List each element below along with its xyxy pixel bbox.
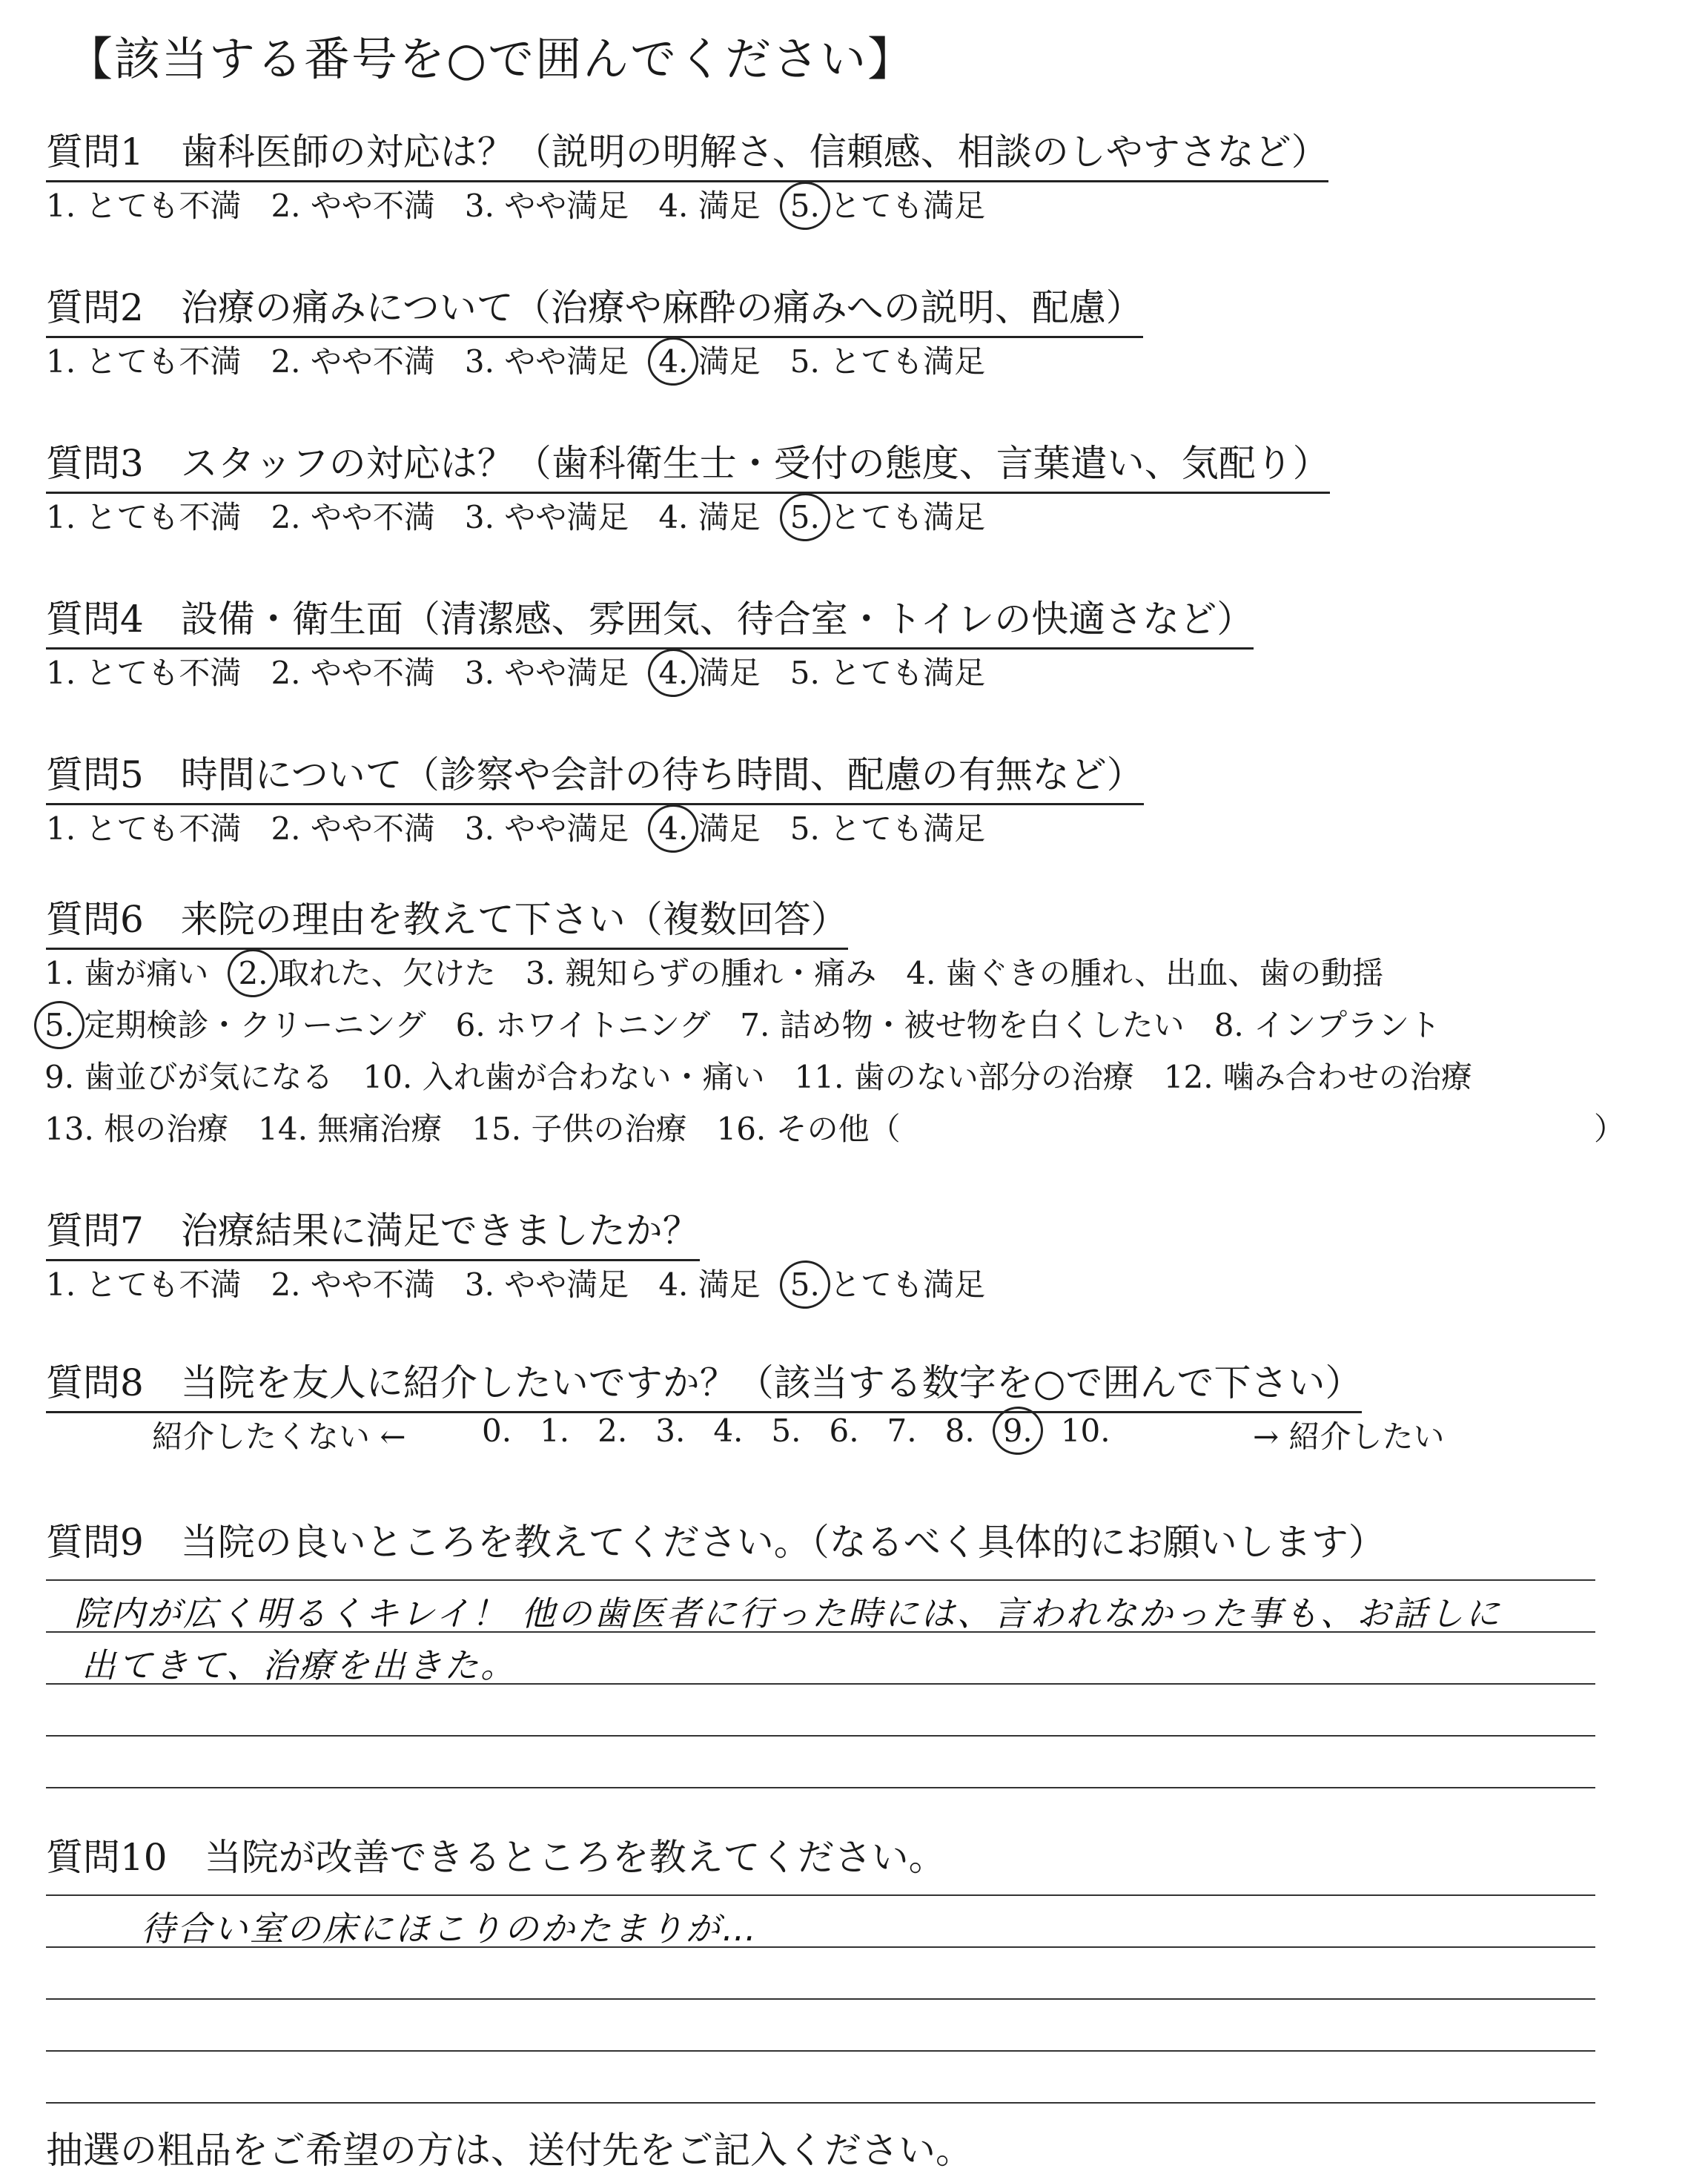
option-2[interactable]: 2. やや不満 [271,810,435,847]
q8-scale-5[interactable]: 5. [771,1413,801,1449]
q6-options-row1 [44,949,1413,994]
footer-note: 抽選の粗品をご希望の方は、送付先をご記入ください。 [46,2129,973,2172]
q5-options [46,804,1015,849]
q6-title: 質問6 来院の理由を教えて下さい（複数回答） [46,890,848,950]
option-1[interactable]: 1. とても不満 [46,343,242,380]
q8-scale-10[interactable]: 10. [1060,1413,1110,1449]
option-5[interactable]: 5. とても満足 [790,810,986,847]
option-5[interactable]: 5. とても満足 [790,188,986,224]
q9-line [46,1735,1595,1737]
q9-line [46,1579,1595,1581]
option-3[interactable]: 3. やや満足 [464,343,629,380]
q8-scale-1[interactable]: 1. [540,1413,570,1449]
q10-line [46,1998,1595,2000]
q6-other-close: ） [1594,1111,1626,1147]
q6-option-9[interactable]: 9. 歯並びが気になる [44,1059,334,1095]
q8-scale-0[interactable]: 0. [482,1413,512,1449]
option-5[interactable]: 5. とても満足 [790,1266,986,1303]
q6-option-2[interactable]: 2. 取れた、欠けた [238,955,496,991]
option-5[interactable]: 5. とても満足 [790,499,986,535]
q2-title: 質問2 治療の痛みについて（治療や麻酔の痛みへの説明、配慮） [46,278,1143,338]
q6-option-5[interactable]: 5. 定期検診・クリーニング [44,1007,426,1043]
option-3[interactable]: 3. やや満足 [464,1266,629,1303]
q10-line [46,1894,1595,1896]
q6-options-row4 [44,1105,930,1149]
q8-scale-2[interactable]: 2. [598,1413,628,1449]
q9-line [46,1787,1595,1788]
q9-answer-line1: 院内が広く明るくキレイ！ 他の歯医者に行った時には、言われなかった事も、お話しに [74,1593,1502,1633]
option-1[interactable]: 1. とても不満 [46,810,242,847]
option-3[interactable]: 3. やや満足 [464,810,629,847]
option-3[interactable]: 3. やや満足 [464,188,629,224]
q6-option-12[interactable]: 12. 噛み合わせの治療 [1163,1059,1472,1095]
option-4[interactable]: 4. 満足 [658,188,761,224]
q6-option-10[interactable]: 10. 入れ歯が合わない・痛い [363,1059,765,1095]
q9-answer-line2: 出てきて、治療を出きた。 [82,1645,517,1685]
q8-scale-4[interactable]: 4. [713,1413,744,1449]
q7-title: 質問7 治療結果に満足できましたか？ [46,1201,700,1261]
q10-line [46,2102,1595,2104]
option-1[interactable]: 1. とても不満 [46,655,242,691]
option-4[interactable]: 4. 満足 [658,343,761,380]
q8-right-label: → 紹介したい [1253,1418,1445,1455]
q6-option-7[interactable]: 7. 詰め物・被せ物を白くしたい [740,1007,1185,1043]
option-4[interactable]: 4. 満足 [658,1266,761,1303]
option-1[interactable]: 1. とても不満 [46,499,242,535]
q6-option-4[interactable]: 4. 歯ぐきの腫れ、出血、歯の動揺 [906,955,1384,991]
option-2[interactable]: 2. やや不満 [271,499,435,535]
q6-options-row2 [44,1001,1470,1045]
q4-options [46,649,1015,693]
q1-title: 質問1 歯科医師の対応は？（説明の明解さ、信頼感、相談のしやすさなど） [46,122,1328,182]
option-4[interactable]: 4. 満足 [658,810,761,847]
option-4[interactable]: 4. 満足 [658,499,761,535]
q1-options [46,182,1015,226]
q3-options [46,493,1015,538]
q6-option-14[interactable]: 14. 無痛治療 [258,1111,443,1147]
q9-line [46,1631,1595,1633]
option-2[interactable]: 2. やや不満 [271,655,435,691]
option-5[interactable]: 5. とても満足 [790,343,986,380]
q9-line [46,1683,1595,1685]
q6-option-1[interactable]: 1. 歯が痛い [44,955,209,991]
option-1[interactable]: 1. とても不満 [46,1266,242,1303]
q6-option-15[interactable]: 15. 子供の治療 [471,1111,687,1147]
q6-option-6[interactable]: 6. ホワイトニング [455,1007,711,1043]
q8-left-label: 紹介したくない ← [152,1418,406,1455]
q8-title: 質問8 当院を友人に紹介したいですか？（該当する数字を○で囲んで下さい） [46,1353,1362,1413]
q10-answer-line1: 待合い室の床にほこりのかたまりが… [141,1909,758,1949]
q6-option-8[interactable]: 8. インプラント [1214,1007,1441,1043]
option-4[interactable]: 4. 満足 [658,655,761,691]
q3-title: 質問3 スタッフの対応は？（歯科衛生士・受付の態度、言葉遣い、気配り） [46,434,1330,494]
q10-line [46,1946,1595,1948]
q9-title: 質問9 当院の良いところを教えてください。（なるべく具体的にお願いします） [46,1521,1386,1564]
option-2[interactable]: 2. やや不満 [271,343,435,380]
q6-option-11[interactable]: 11. 歯のない部分の治療 [794,1059,1134,1095]
q8-scale-3[interactable]: 3. [655,1413,686,1449]
q6-option-16[interactable]: 16. その他（ [716,1111,901,1147]
q6-options-row3 [44,1053,1502,1097]
q8-scale-9[interactable]: 9. [1002,1413,1033,1449]
q8-scale-7[interactable]: 7. [887,1413,917,1449]
option-2[interactable]: 2. やや不満 [271,188,435,224]
option-2[interactable]: 2. やや不満 [271,1266,435,1303]
q10-line [46,2050,1595,2052]
option-3[interactable]: 3. やや満足 [464,655,629,691]
q2-options [46,337,1015,382]
option-5[interactable]: 5. とても満足 [790,655,986,691]
q8-scale-8[interactable]: 8. [944,1413,975,1449]
q8-scale-6[interactable]: 6. [829,1413,859,1449]
q7-options [46,1261,1015,1305]
q5-title: 質問5 時間について（診察や会計の待ち時間、配慮の有無など） [46,745,1144,805]
option-1[interactable]: 1. とても不満 [46,188,242,224]
q6-option-13[interactable]: 13. 根の治療 [44,1111,229,1147]
q8-scale [482,1413,1139,1449]
option-3[interactable]: 3. やや満足 [464,499,629,535]
page-header: 【該当する番号を○で囲んでください】 [67,32,916,86]
q6-option-3[interactable]: 3. 親知らずの腫れ・痛み [525,955,877,991]
q4-title: 質問4 設備・衛生面（清潔感、雰囲気、待合室・トイレの快適さなど） [46,589,1254,650]
q10-title: 質問10 当院が改善できるところを教えてください。 [46,1836,946,1879]
